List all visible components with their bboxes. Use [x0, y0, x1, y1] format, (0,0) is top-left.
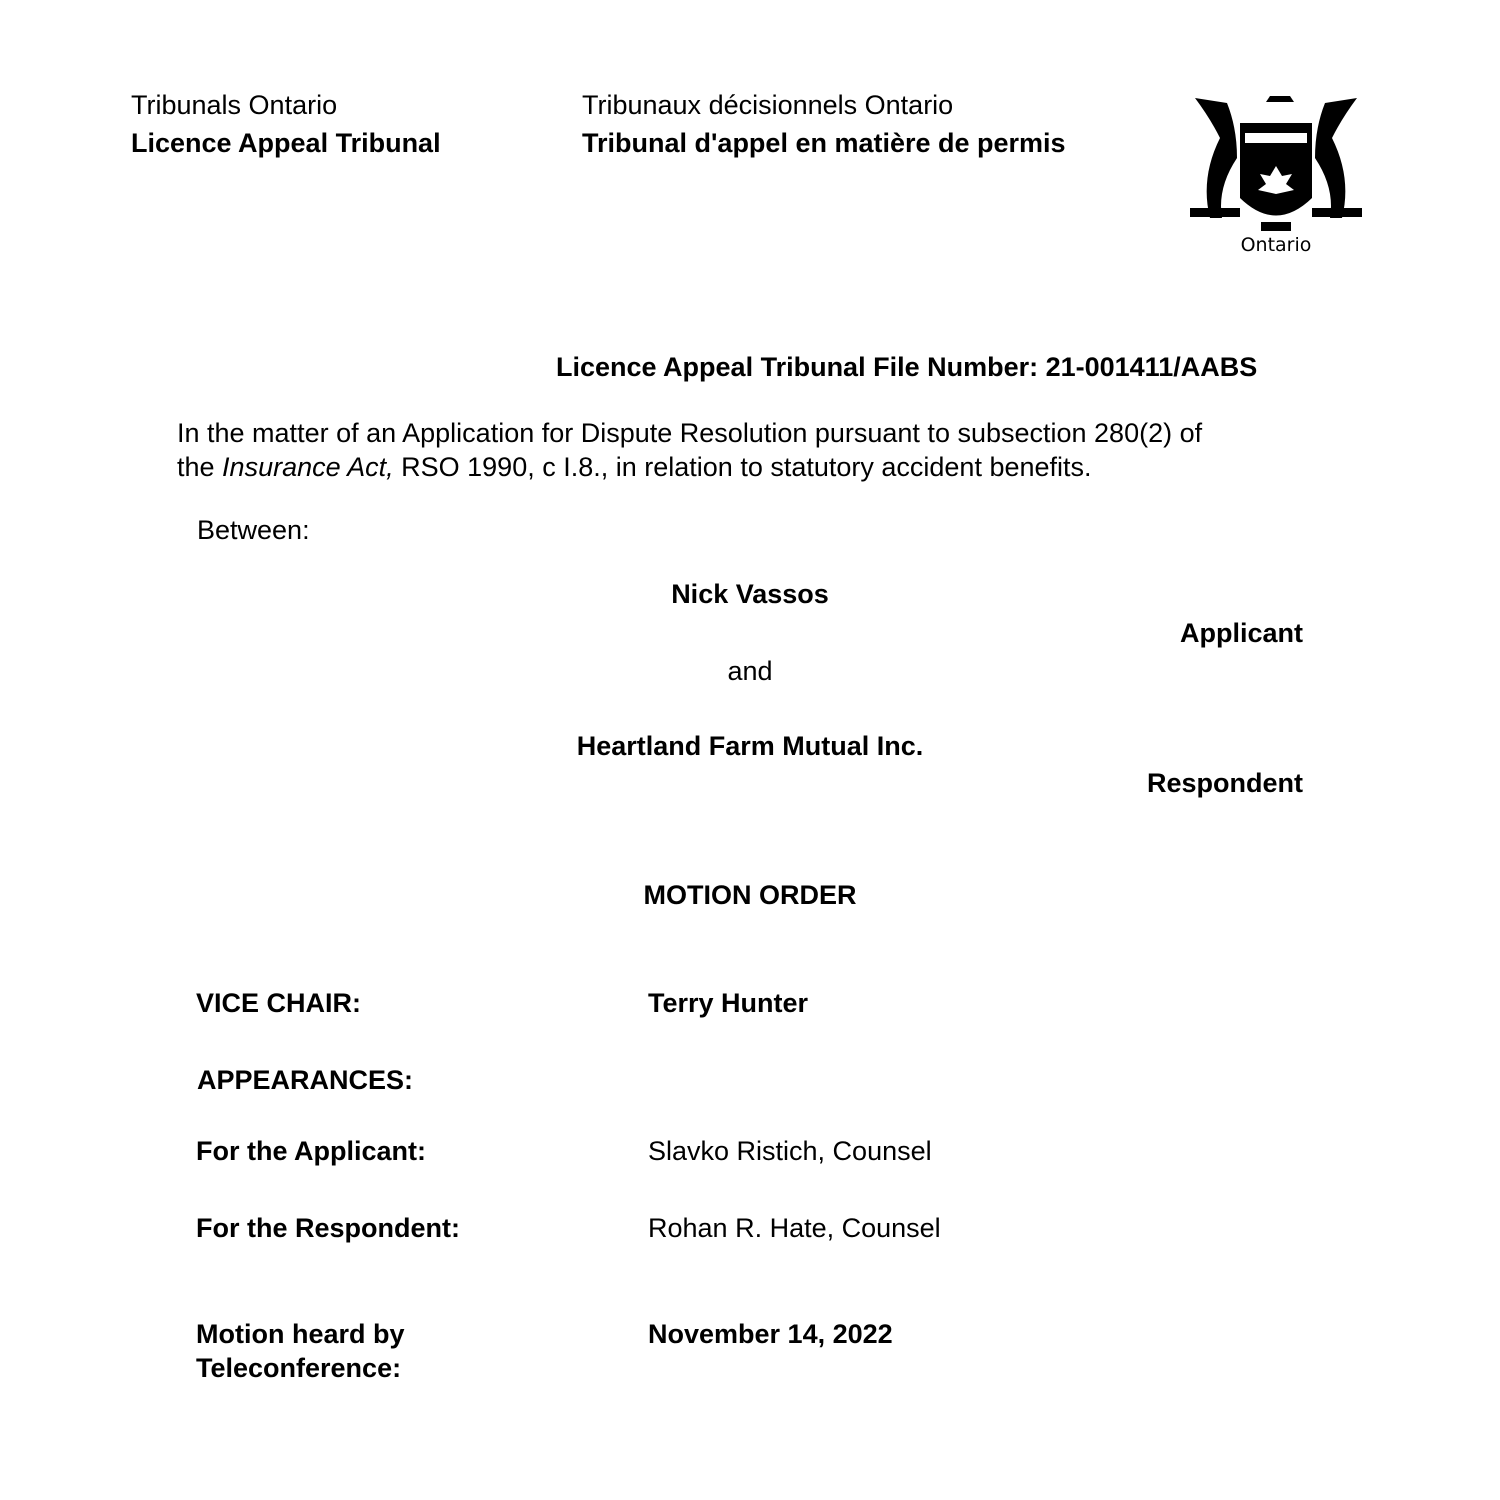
matter-text: the — [177, 452, 223, 482]
document-title: MOTION ORDER — [643, 880, 857, 910]
vice-chair-name: Terry Hunter — [648, 988, 809, 1018]
respondent-counsel-label: For the Respondent: — [196, 1213, 460, 1243]
respondent-name: Heartland Farm Mutual Inc. — [576, 731, 924, 761]
applicant-name: Nick Vassos — [671, 579, 829, 609]
logo-text: Ontario — [1240, 234, 1312, 256]
matter-line-2 — [177, 451, 1092, 485]
applicant-counsel-label: For the Applicant: — [196, 1136, 426, 1166]
appearances-label: APPEARANCES: — [197, 1065, 414, 1095]
file-number: Licence Appeal Tribunal File Number: 21-001411/AABS — [556, 352, 1258, 382]
and-text: and — [727, 656, 773, 686]
header-en-tribunal: Licence Appeal Tribunal — [131, 128, 441, 158]
applicant-counsel: Slavko Ristich, Counsel — [648, 1136, 932, 1166]
heard-label-line-1: Motion heard by — [196, 1319, 405, 1349]
ontario-coat-of-arms-logo — [1185, 88, 1367, 258]
heard-date: November 14, 2022 — [648, 1319, 893, 1349]
header-fr-tribunal: Tribunal d'appel en matière de permis — [582, 128, 1066, 158]
applicant-label: Applicant — [1179, 618, 1303, 648]
header-en-org: Tribunals Ontario — [131, 90, 338, 120]
respondent-counsel: Rohan R. Hate, Counsel — [648, 1213, 941, 1243]
header-fr-org: Tribunaux décisionnels Ontario — [582, 90, 954, 120]
between-label: Between: — [197, 515, 310, 545]
vice-chair-label: VICE CHAIR: — [196, 988, 362, 1018]
matter-text: RSO 1990, c I.8., in relation to statutory accident benefits. — [393, 452, 1092, 482]
heard-label-line-2: Teleconference: — [196, 1353, 402, 1383]
respondent-label: Respondent — [1146, 768, 1303, 798]
matter-line-1: In the matter of an Application for Dispute Resolution pursuant to subsection 280(2) of — [177, 418, 1203, 448]
insurance-act-italic: Insurance Act, — [222, 452, 394, 482]
